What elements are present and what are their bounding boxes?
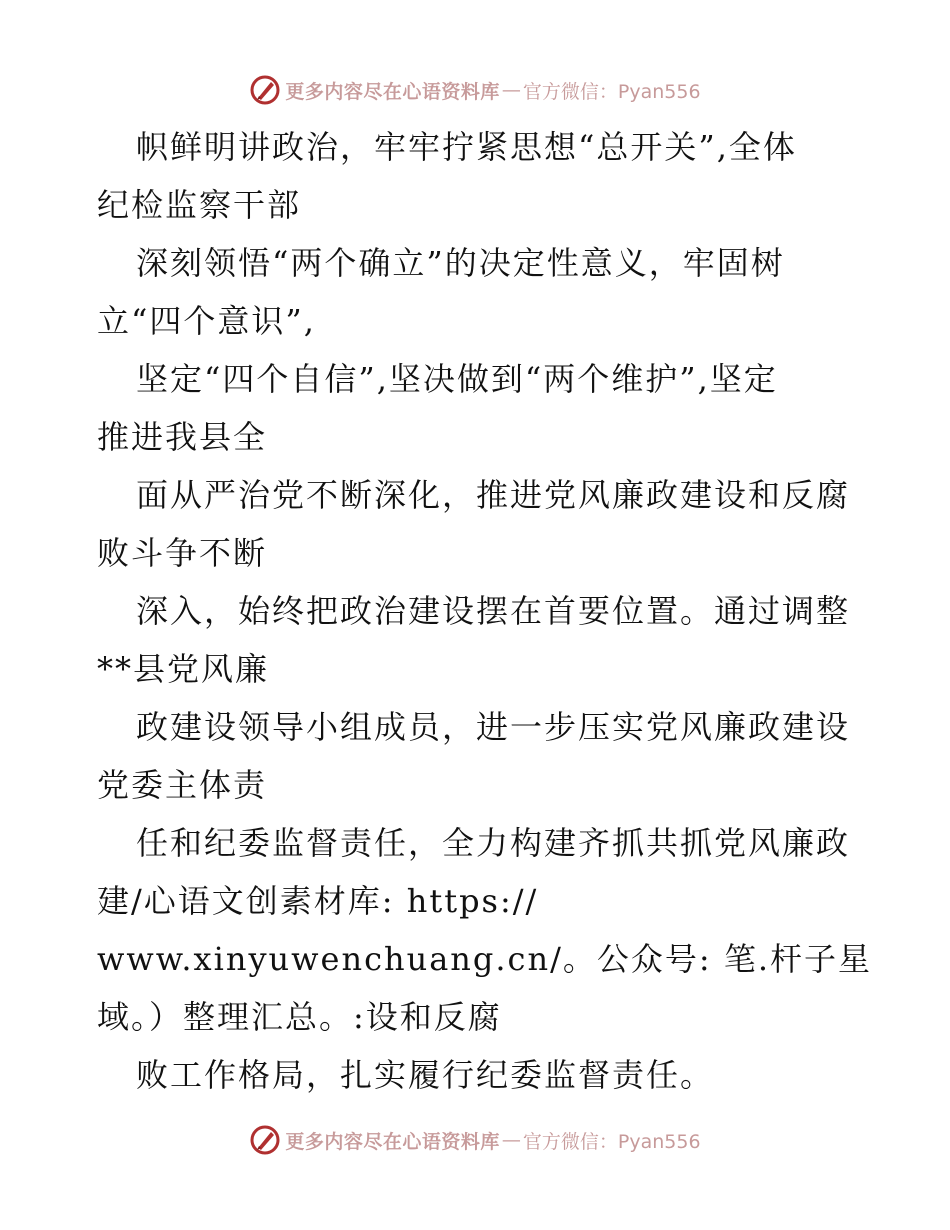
banner-text: 更多内容尽在心语资料库 (285, 1130, 500, 1153)
body-line: 坚定“四个自信”,坚决做到“两个维护”,坚定 (136, 360, 778, 398)
quill-pen-circle-icon (249, 1124, 281, 1156)
quill-pen-circle-icon (249, 74, 281, 106)
banner-separator: — (501, 79, 521, 101)
banner-separator: — (501, 1129, 521, 1151)
header-watermark-banner (0, 70, 950, 110)
body-line: 面从严治党不断深化，推进党风廉政建设和反腐 (136, 476, 851, 514)
banner-contact: 官方微信：Pyan556 (522, 1130, 701, 1153)
body-line-website: www.xinyuwenchuang.cn/。公众号: 笔.杆子星 (97, 940, 872, 978)
body-line: 域。）整理汇总。:设和反腐 (97, 998, 502, 1036)
footer-watermark-banner (0, 1120, 950, 1160)
body-line: 败斗争不断 (97, 534, 268, 572)
body-line: 帜鲜明讲政治，牢牢拧紧思想“总开关”,全体 (136, 128, 797, 166)
body-line-url: 建/心语文创素材库: https:// (97, 882, 539, 920)
body-line: 党委主体责 (97, 766, 268, 804)
body-line: 推进我县全 (97, 418, 268, 456)
body-line: 深刻领悟“两个确立”的决定性意义，牢固树 (136, 244, 785, 282)
document-body (97, 118, 872, 1104)
body-line: 任和纪委监督责任，全力构建齐抓共抓党风廉政 (136, 824, 851, 862)
body-line: 政建设领导小组成员，进一步压实党风廉政建设 (136, 708, 851, 746)
body-line: 深入，始终把政治建设摆在首要位置。通过调整 (136, 592, 851, 630)
body-line: 立“四个意识”, (97, 302, 316, 340)
body-line: 败工作格局，扎实履行纪委监督责任。 (136, 1056, 715, 1094)
body-line: 纪检监察干部 (97, 186, 302, 224)
banner-contact: 官方微信：Pyan556 (522, 80, 701, 103)
banner-text: 更多内容尽在心语资料库 (285, 80, 500, 103)
body-line: **县党风廉 (97, 650, 270, 688)
